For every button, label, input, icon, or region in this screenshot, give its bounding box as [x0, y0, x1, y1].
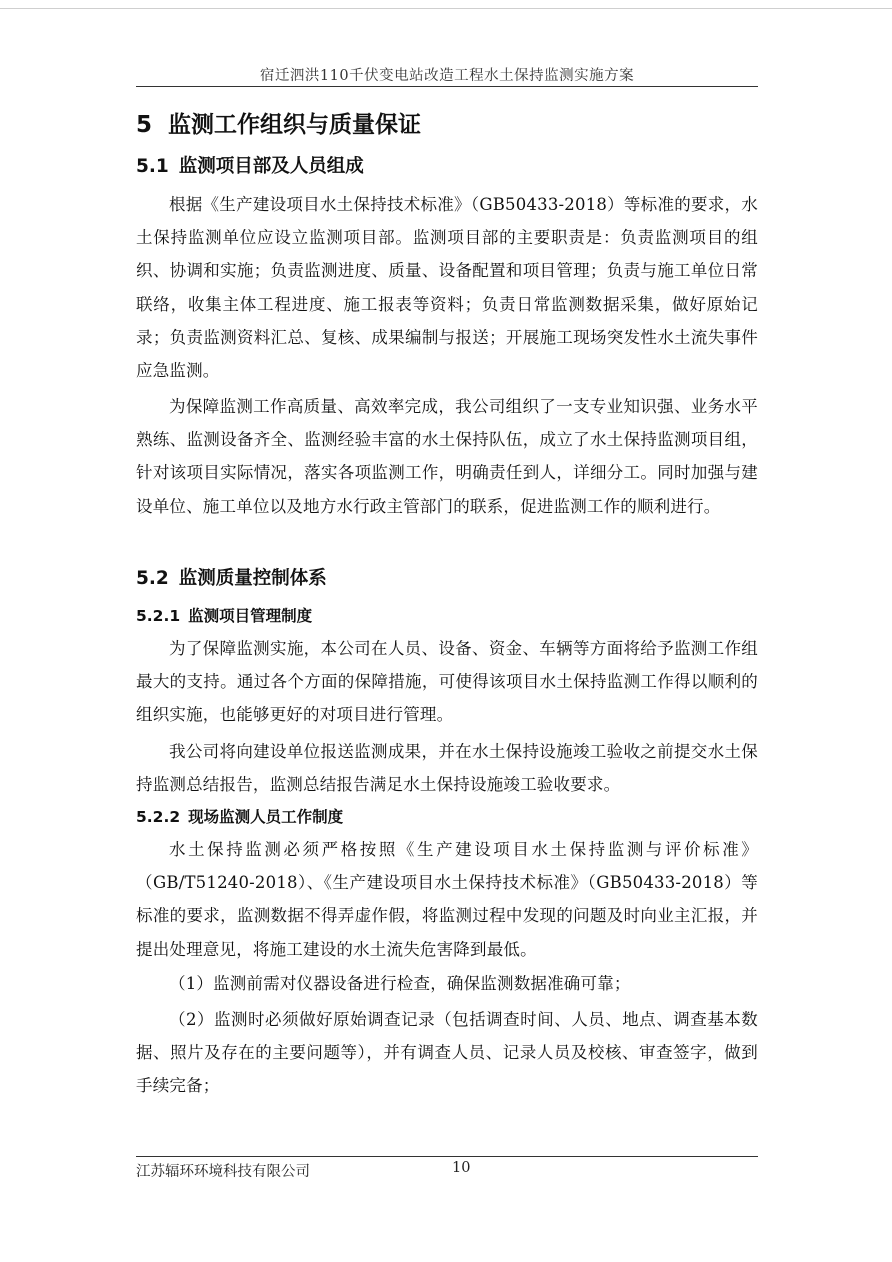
subsection-title: 监测项目部及人员组成 — [178, 156, 364, 177]
subsection-heading-5-2 — [136, 558, 758, 600]
section-number: 5 — [136, 112, 153, 138]
subsection-heading-5-1 — [136, 146, 758, 188]
item-heading-5-2-2 — [136, 801, 758, 833]
paragraph-project-department: 根据《生产建设项目水土保持技术标准》（GB50433-2018）等标准的要求，水土保持监测单位应设立监测项目部。监测项目部的主要职责是：负责监测项目的组织、协调和实施；负责监测进度、质量、设备配置和项目管理；负责与施工单位日常联络，收集主体工程进度、施工报表等资料；负责日常监测数据采集，做好原始记录；负责监测资料汇总、复核、成果编制与报送；开展施工现场突发性水土流失事件应急监测。 — [136, 195, 758, 381]
paragraph-report-submission: 我公司将向建设单位报送监测成果，并在水土保持设施竣工验收之前提交水土保持监测总结报告，监测总结报告满足水土保持设施竣工验收要求。 — [136, 742, 758, 795]
paragraph-monitoring-team: 为保障监测工作高质量、高效率完成，我公司组织了一支专业知识强、业务水平熟练、监测设备齐全、监测经验丰富的水土保持队伍，成立了水土保持监测项目组，针对该项目实际情况，落实各项监测工作，明确责任到人，详细分工。同时加强与建设单位、施工单位以及地方水行政主管部门的联系，促进监测工作的顺利进行。 — [136, 397, 758, 516]
item-number: 5.2.1 — [136, 607, 181, 625]
section-heading — [136, 104, 758, 146]
page-body — [136, 104, 758, 1103]
list-item-equipment-check: （1）监测前需对仪器设备进行检查，确保监测数据准确可靠； — [169, 974, 631, 993]
page-number: 10 — [452, 1160, 471, 1176]
subsection-number: 5.1 — [136, 156, 169, 177]
running-header: 宿迁泗洪110千伏变电站改造工程水土保持监测实施方案 — [259, 68, 635, 84]
footer-company-name: 江苏辐环环境科技有限公司 — [136, 1164, 310, 1180]
item-number: 5.2.2 — [136, 808, 181, 826]
subsection-title: 监测质量控制体系 — [178, 568, 327, 589]
item-title: 现场监测人员工作制度 — [188, 808, 344, 826]
header-divider — [136, 86, 758, 87]
subsection-number: 5.2 — [136, 568, 169, 589]
item-heading-5-2-1 — [136, 600, 758, 632]
section-title: 监测工作组织与质量保证 — [168, 112, 422, 138]
footer-divider — [136, 1156, 758, 1157]
paragraph-field-staff-rules: 水土保持监测必须严格按照《生产建设项目水土保持监测与评价标准》（GB/T51240-2018）、《生产建设项目水土保持技术标准》（GB50433-2018）等标准的要求，监测数据不得弄虚作假，将监测过程中发现的问题及时向业主汇报，并提出处理意见，将施工建设的水土流失危害降到最低。 — [136, 840, 758, 959]
paragraph-management-support: 为了保障监测实施，本公司在人员、设备、资金、车辆等方面将给予监测工作组最大的支持。通过各个方面的保障措施，可使得该项目水土保持监测工作得以顺利的组织实施，也能够更好的对项目进行管理。 — [136, 639, 758, 725]
item-title: 监测项目管理制度 — [188, 607, 313, 625]
scan-top-edge — [0, 8, 892, 9]
list-item-original-records: （2）监测时必须做好原始调查记录（包括调查时间、人员、地点、调查基本数据、照片及存在的主要问题等），并有调查人员、记录人员及校核、审查签字，做到手续完备； — [136, 1010, 758, 1096]
